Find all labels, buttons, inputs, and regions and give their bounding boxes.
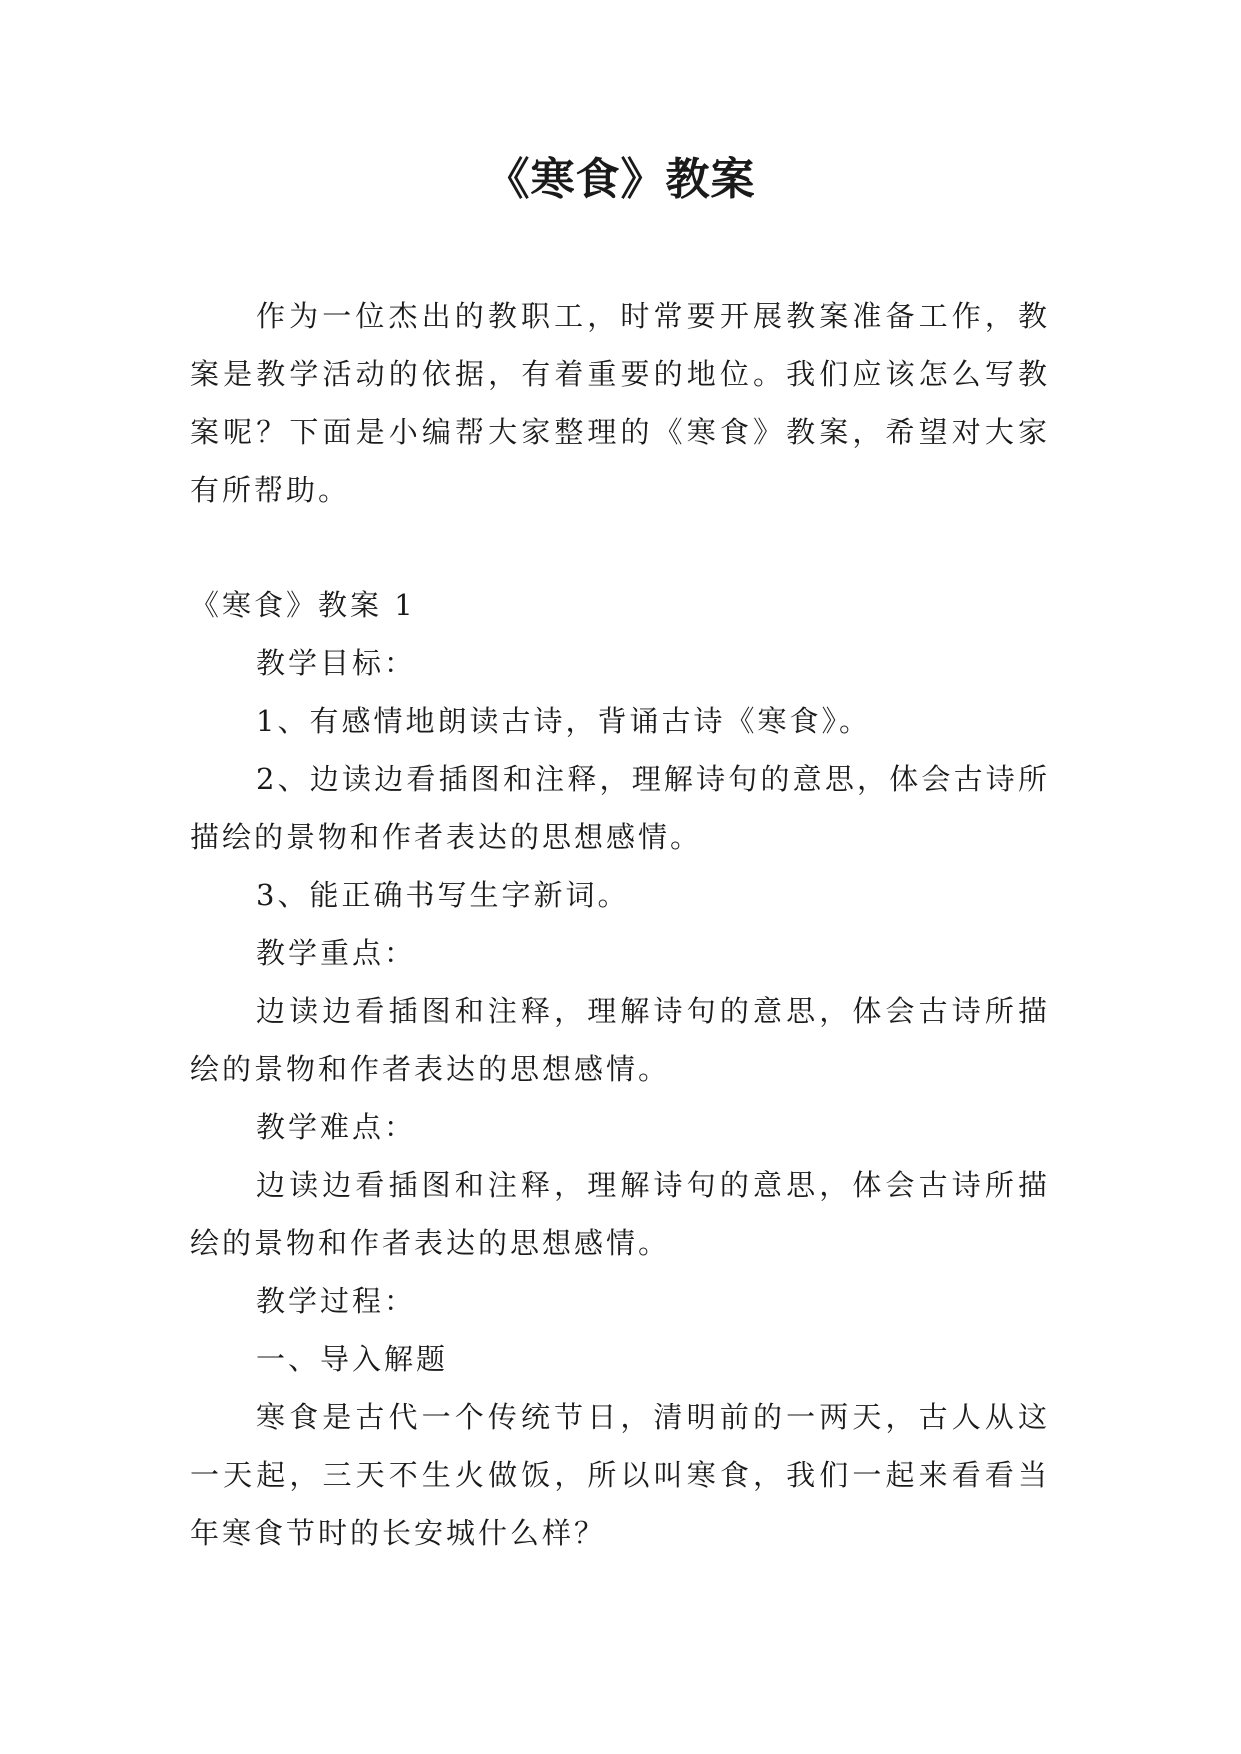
paragraph-process-heading: 教学过程： bbox=[256, 1284, 417, 1318]
paragraph-difficulties: 边读边看插图和注释，理解诗句的意思，体会古诗所描绘的景物和作者表达的思想感情。 bbox=[190, 1168, 1050, 1260]
paragraph-difficulties-heading: 教学难点： bbox=[256, 1110, 417, 1144]
paragraph-step-1-text: 寒食是古代一个传统节日，清明前的一两天，古人从这一天起，三天不生火做饭，所以叫寒食，我们一起来看看当年寒食节时的长安城什么样？ bbox=[190, 1400, 1050, 1550]
document-title: 《寒食》教案 bbox=[485, 154, 756, 205]
section-heading: 《寒食》教案 1 bbox=[190, 588, 416, 622]
intro-block bbox=[190, 287, 1050, 519]
intro-paragraph: 作为一位杰出的教职工，时常要开展教案准备工作，教案是教学活动的依据，有着重要的地位。我们应该怎么写教案呢？下面是小编帮大家整理的《寒食》教案，希望对大家有所帮助。 bbox=[190, 299, 1050, 507]
paragraph-key-points-heading: 教学重点： bbox=[256, 936, 417, 970]
paragraph-teaching-goals-heading: 教学目标： bbox=[256, 646, 417, 680]
paragraph-step-1-heading: 一、导入解题 bbox=[256, 1342, 449, 1376]
paragraph-goal-3: 3、能正确书写生字新词。 bbox=[256, 878, 630, 912]
paragraph-goal-1: 1、有感情地朗读古诗，背诵古诗《寒食》。 bbox=[256, 704, 871, 738]
lesson-plan-section bbox=[190, 576, 1050, 1562]
paragraph-key-points: 边读边看插图和注释，理解诗句的意思，体会古诗所描绘的景物和作者表达的思想感情。 bbox=[190, 994, 1050, 1086]
paragraph-goal-2: 2、边读边看插图和注释，理解诗句的意思，体会古诗所描绘的景物和作者表达的思想感情。 bbox=[190, 762, 1050, 854]
